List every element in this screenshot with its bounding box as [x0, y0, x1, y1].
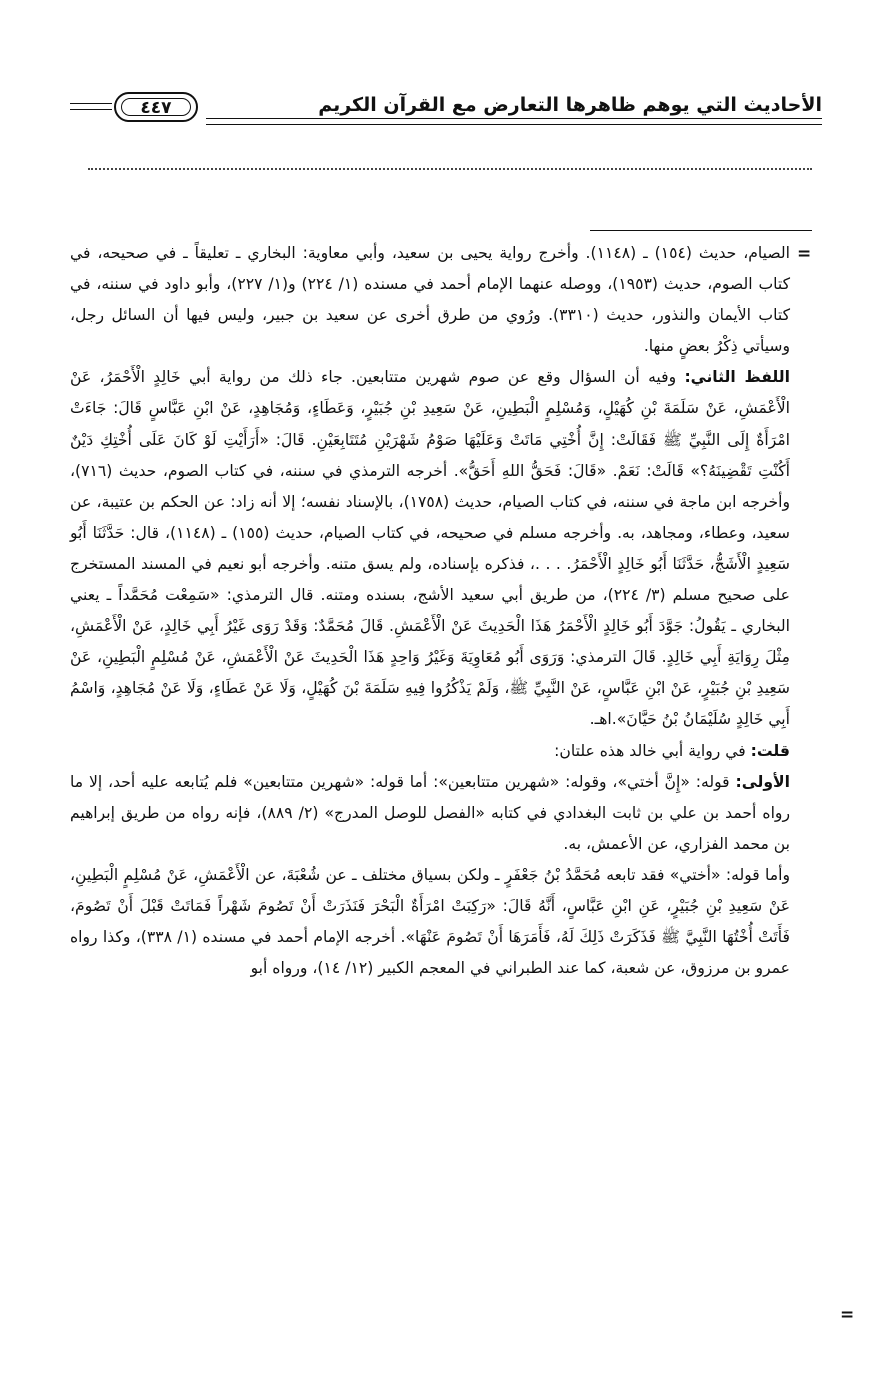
header-title: الأحاديث التي يوهم ظاهرها التعارض مع القرآن الكريم [318, 94, 822, 116]
running-header [70, 88, 822, 128]
continuation-mark-top: = [797, 244, 812, 264]
footnote-paragraph-3 [70, 736, 790, 767]
footnote-paragraph-2 [70, 362, 790, 735]
page-number: ٤٤٧ [121, 98, 191, 116]
header-rule-left [70, 103, 112, 104]
footnote-paragraph-1: الصيام، حديث (١٥٤) ـ (١١٤٨). وأخرج رواية يحيى بن سعيد، وأبي معاوية: البخاري ـ تعليقاً ـ في صحيحه، في كتاب الصوم، حديث (١٩٥٣)، ووصله عنهما الإمام أحمد في مسنده (١/ ٢٢٤) و(١/ ٢٢٧)، وأبو داود في سننه، في كتاب الأيمان والنذور، حديث (٣٣١٠). ورُوي من طرق أخرى عن سعيد بن جبير، وليس فيها أن السائل رجل، وسيأتي ذِكْرُ بعضٍ منها. [70, 244, 791, 356]
second-wording-text: وفيه أن السؤال وقع عن صوم شهرين متتابعين. جاء ذلك من رواية أبي خَالِدٍ الْأَحْمَرُ، عَنْ الْأَعْمَشِ، عَنْ سَلَمَةَ بْنِ كُهَيْلٍ، وَمُسْلِمٍ الْبَطِينِ، عَنْ سَعِيدِ بْنِ جُبَيْرٍ، وَعَطَاءٍ، وَمُجَاهِدٍ، عَنْ ابْنِ عَبَّاسٍ قَالَ: جَاءَتْ امْرَأَةٌ إِلَى النَّبِيِّ ﷺ فَقَالَتْ: إِنَّ أُخْتِي مَاتَتْ وَعَلَيْهَا صَوْمُ شَهْرَيْنِ مُتَتَابِعَيْنِ. قَالَ: «أَرَأَيْتِ لَوْ كَانَ عَلَى أُخْتِكِ دَيْنٌ أَكُنْتِ تَقْضِينَهُ؟» قَالَتْ: نَعَمْ. «قَالَ: فَحَقُّ اللهِ أَحَقُّ». أخرجه الترمذي في سننه، في كتاب الصوم، حديث (٧١٦)، وأخرجه ابن ماجة في سننه، في كتاب الصيام، حديث (١٧٥٨)، بالإسناد نفسه؛ إلا أنه زاد: عن الحكم بن عتيبة، عن سعيد، وعطاء، ومجاهد، به. وأخرجه مسلم في صحيحه، في كتاب الصيام، حديث (١٥٥) ـ (١١٤٨)، قال: حَدَّثَنَا أَبُو سَعِيدٍ الْأَشَجُّ، حَدَّثَنَا أَبُو خَالِدٍ الْأَحْمَرُ. . . .، فذكره بإسناده، ولم يسق متنه. وأخرجه أبو نعيم في المسند المستخرج على صحيح مسلم (٣/ ٢٢٤)، من طريق أبي سعيد الأشج، بسنده ومتنه. قال الترمذي: «سَمِعْت مُحَمَّداً ـ يعني البخاري ـ يَقُولُ: جَوَّدَ أَبُو خَالِدٍ الْأَحْمَرُ هَذَا الْحَدِيثَ عَنْ الْأَعْمَشِ. قَالَ مُحَمَّدٌ: وَقَدْ رَوَى غَيْرُ أَبِي خَالِدٍ، عَنْ الْأَعْمَشِ، مِثْلَ رِوَايَةِ أَبِي خَالِدٍ. قَالَ الترمذي: وَرَوَى أَبُو مُعَاوِيَةَ وَغَيْرُ وَاحِدٍ هَذَا الْحَدِيثَ عَنْ الْأَعْمَشِ، عَنْ مُسْلِمٍ الْبَطِينِ، عَنْ سَعِيدِ بْنِ جُبَيْرٍ، عَنْ ابْنِ عَبَّاسٍ، عَنْ النَّبِيِّ ﷺ، وَلَمْ يَذْكُرُوا فِيهِ سَلَمَةَ بْنَ كُهَيْلٍ، وَلَا عَنْ عَطَاءٍ، وَلَا عَنْ مُجَاهِدٍ، وَاسْمُ أَبِي خَالِدٍ سُلَيْمَانُ بْنُ حَيَّانَ».اهـ. [70, 368, 790, 729]
first-defect-label: الأولى: [735, 772, 790, 791]
header-rule-right-double [206, 124, 822, 125]
second-wording-label: اللفظ الثاني: [684, 368, 790, 387]
dotted-separator [88, 168, 812, 170]
remark-label: قلت: [750, 741, 790, 760]
footnote-body [70, 238, 790, 984]
first-defect-text: قوله: «إِنَّ أختي»، وقوله: «شهرين متتابعين»: أما قوله: «شهرين متتابعين» فلم يُتابعه عليه أحد، إلا ما رواه أحمد بن علي بن ثابت البغدادي في كتابه «الفصل للوصل المدرج» (٢/ ٨٨٩)، فإنه رواه من طريق إبراهيم بن محمد الفزاري، عن الأعمش، به. [70, 772, 790, 853]
page-number-frame [114, 92, 198, 122]
footnote-paragraph-5: وأما قوله: «أختي» فقد تابعه مُحَمَّدُ بْنُ جَعْفَرٍ ـ ولكن بسياق مختلف ـ عن شُعْبَةَ، عن الْأَعْمَشِ، عَنْ مُسْلِمٍ الْبَطِينِ، عَنْ سَعِيدِ بْنِ جُبَيْرٍ، عَنِ ابْنِ عَبَّاسٍ، أَنَّهُ قَالَ: «رَكِبَتْ امْرَأَةٌ الْبَحْرَ فَنَذَرَتْ أَنْ تَصُومَ شَهْراً فَمَاتَتْ قَبْلَ أَنْ تَصُومَ، فَأَتَتْ أُخْتُهَا النَّبِيَّ ﷺ فَذَكَرَتْ ذَلِكَ لَهُ، فَأَمَرَهَا أَنْ تَصُومَ عَنْهَا». أخرجه الإمام أحمد في مسنده (١/ ٣٣٨)، وكذا رواه عمرو بن مرزوق، عن شعبة، كما عند الطبراني في المعجم الكبير (١٢/ ١٤)، ورواه أبو [70, 865, 790, 978]
footnote-rule [590, 230, 812, 231]
remark-text: في رواية أبي خالد هذه علتان: [554, 741, 751, 760]
header-rule-left-double [70, 109, 112, 110]
footnote-paragraph-4 [70, 767, 790, 860]
header-rule-right [206, 118, 822, 119]
continuation-mark-bottom: = [840, 1305, 855, 1325]
